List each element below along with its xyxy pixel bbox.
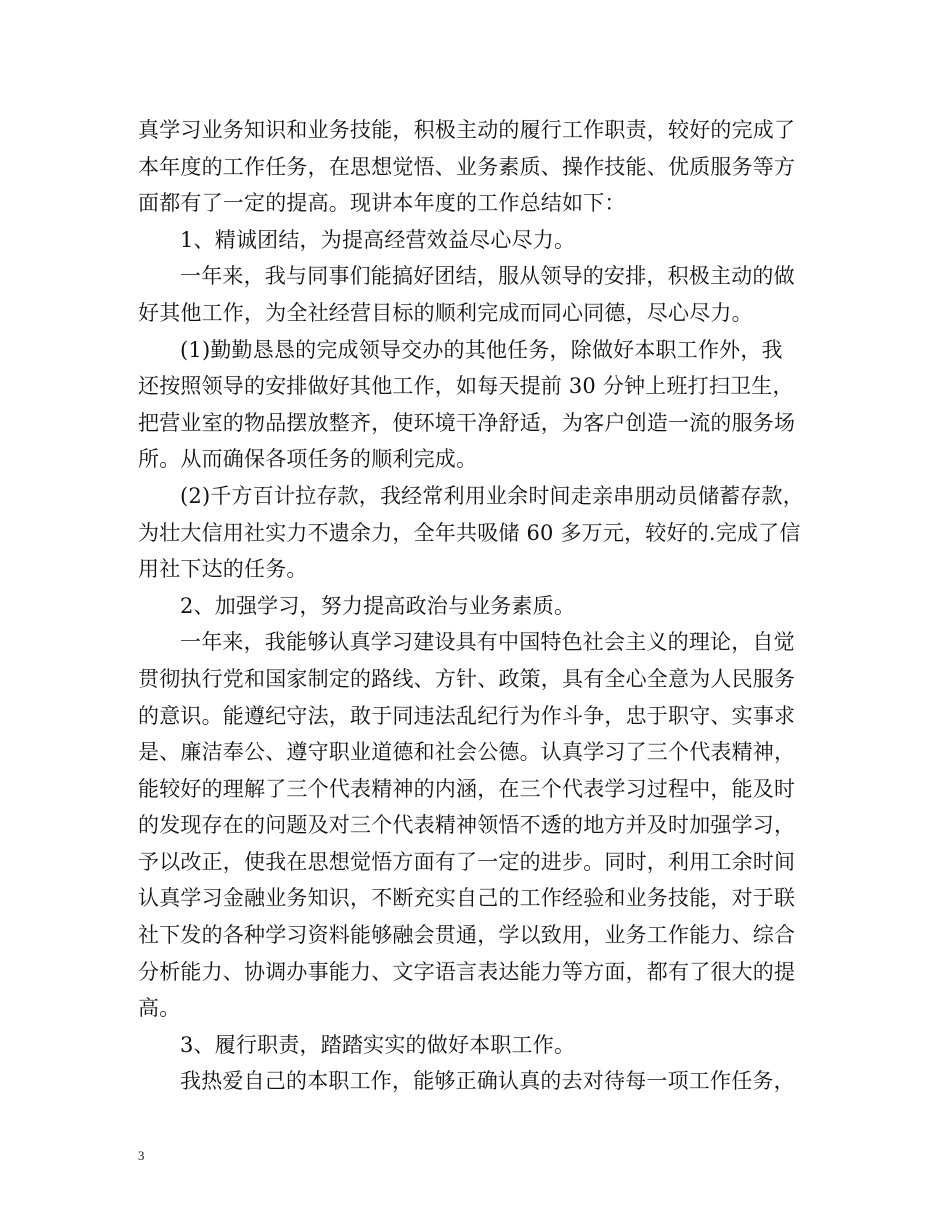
text-line: 还按照领导的安排做好其他工作，如每天提前 30 分钟上班打扫卫生， — [138, 374, 794, 399]
text-line: 予以改正，使我在思想觉悟方面有了一定的进步。同时，利用工余时间 — [138, 849, 796, 874]
text-line: 面都有了一定的提高。现讲本年度的工作总结如下： — [138, 191, 626, 216]
text-line: 所。从而确保各项任务的顺利完成。 — [138, 447, 478, 472]
text-line: 真学习业务知识和业务技能，积极主动的履行工作职责，较好的完成了 — [138, 118, 796, 142]
text-line: 是、廉洁奉公、遵守职业道德和社会公德。认真学习了三个代表精神， — [138, 740, 796, 765]
text-line: 社下发的各种学习资料能够融会贯通，学以致用，业务工作能力、综合 — [138, 923, 796, 948]
text-line: 用社下达的任务。 — [138, 557, 308, 582]
text-line: 好其他工作，为全社经营目标的顺利完成而同心同德，尽心尽力。 — [138, 300, 753, 325]
paragraph-start-line: 一年来，我与同事们能搞好团结，服从领导的安排，积极主动的做 — [180, 264, 795, 289]
text-line: 的发现存在的问题及对三个代表精神领悟不透的地方并及时加强学习， — [138, 813, 796, 838]
text-line: 把营业室的物品摆放整齐，使环境干净舒适，为客户创造一流的服务场 — [138, 410, 796, 435]
page-number: 3 — [138, 1148, 145, 1163]
paragraph-start-line: 一年来，我能够认真学习建设具有中国特色社会主义的理论，自觉 — [180, 630, 795, 655]
text-line: 认真学习金融业务知识，不断充实自己的工作经验和业务技能，对于联 — [138, 886, 796, 911]
document-body — [138, 112, 818, 1100]
section-heading: 1、精诚团结，为提高经营效益尽心尽力。 — [180, 227, 576, 252]
paragraph-start-line: (1)勤勤恳恳的完成领导交办的其他任务，除做好本职工作外，我 — [180, 337, 783, 362]
text-line: 贯彻执行党和国家制定的路线、方针、政策，具有全心全意为人民服务 — [138, 666, 796, 691]
paragraph-start-line: (2)千方百计拉存款，我经常利用业余时间走亲串朋动员储蓄存款， — [180, 483, 804, 508]
section-heading: 3、履行职责，踏踏实实的做好本职工作。 — [180, 1032, 576, 1057]
text-line: 分析能力、协调办事能力、文字语言表达能力等方面，都有了很大的提 — [138, 959, 796, 984]
text-line: 的意识。能遵纪守法，敢于同违法乱纪行为作斗争，忠于职守、实事求 — [138, 703, 796, 728]
paragraph-start-line: 我热爱自己的本职工作，能够正确认真的去对待每一项工作任务， — [180, 1069, 795, 1094]
section-heading: 2、加强学习，努力提高政治与业务素质。 — [180, 593, 576, 618]
text-line: 能较好的理解了三个代表精神的内涵，在三个代表学习过程中，能及时 — [138, 776, 796, 801]
text-line: 本年度的工作任务，在思想觉悟、业务素质、操作技能、优质服务等方 — [138, 154, 796, 179]
text-line: 高。 — [138, 996, 181, 1021]
text-line: 为壮大信用社实力不遗余力，全年共吸储 60 多万元，较好的.完成了信 — [138, 520, 801, 545]
